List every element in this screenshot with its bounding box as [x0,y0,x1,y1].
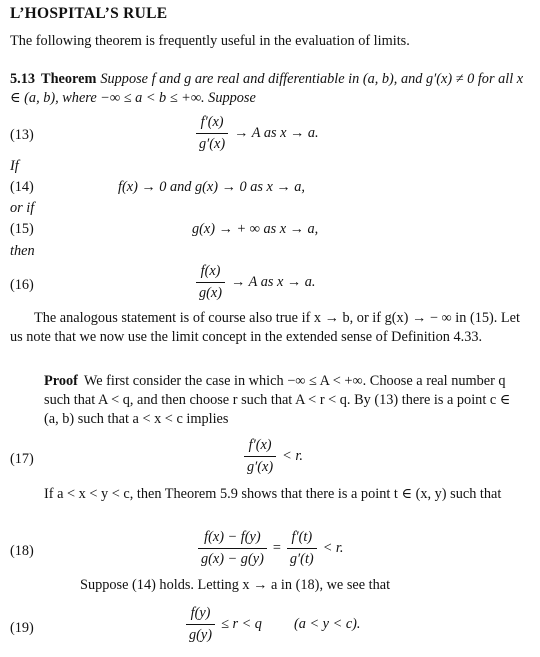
equation-17 [244,436,303,477]
equation-number-16: (16) [10,277,34,293]
condition-if: If [10,158,19,174]
fraction-13 [196,113,228,154]
equation-16 [196,262,316,303]
equation-number-13: (13) [10,127,34,143]
equation-19 [186,604,361,645]
numerator: f′(x) [248,437,272,453]
equation-number-17: (17) [10,451,34,467]
paragraph-after-18: Suppose (14) holds. Letting x → a in (18), we see that [80,577,391,593]
denominator: g(x) − g(y) [198,548,267,569]
equation-19-tail: ≤ r < q [221,615,262,632]
proof-paragraph [44,372,514,429]
paragraph-after-17: If a < x < y < c, then Theorem 5.9 shows that there is a point t ∈ (x, y) such that [44,486,502,502]
equation-number-19: (19) [10,620,34,636]
numerator: f(y) [190,605,211,621]
equation-18 [198,528,343,569]
condition-then: then [10,243,35,259]
intro-paragraph: The following theorem is frequently useful in the evaluation of limits. [10,33,410,49]
denominator: g′(x) [244,456,276,477]
denominator: g(y) [186,624,215,645]
fraction-19 [186,604,215,645]
numerator: f(x) − f(y) [204,529,261,545]
equation-13 [196,113,319,154]
equation-18-tail: < r. [322,539,344,556]
remark-paragraph: The analogous statement is of course also true if x → b, or if g(x) → − ∞ in (15). Let us note that we now use the limit concept in the extended sense of Definition 4.33. [10,310,520,345]
fraction-18-left [198,528,267,569]
equation-13-tail: → A as x → a. [234,124,319,141]
equation-number-14: (14) [10,179,34,195]
proof-text: We first consider the case in which −∞ ≤ A < +∞. Choose a real number q such that A < q, and then choose r such that A < r < q. By (13) there is a point c ∈ (a, b) such that a < x < c implies [44,373,511,427]
equation-number-15: (15) [10,221,34,237]
theorem-text: Suppose f and g are real and differentiable in (a, b), and g′(x) ≠ 0 for all x ∈ (a, b), where −∞ ≤ a < b ≤ +∞. Suppose [10,71,524,106]
equation-14: f(x) → 0 and g(x) → 0 as x → a, [118,179,306,195]
fraction-18-right [287,528,317,569]
theorem-statement [10,70,526,108]
proof-label: Proof [44,373,78,389]
condition-or-if: or if [10,200,35,216]
equation-19-condition: (a < y < c). [293,615,361,632]
numerator: f′(x) [200,114,224,130]
denominator: g(x) [196,282,225,303]
denominator: g′(x) [196,133,228,154]
fraction-17 [244,436,276,477]
section-title: L’HOSPITAL’S RULE [10,5,168,22]
numerator: f′(t) [291,529,313,545]
equals-sign: = [272,539,281,556]
equation-number-18: (18) [10,543,34,559]
equation-16-tail: → A as x → a. [231,273,316,290]
denominator: g′(t) [287,548,317,569]
theorem-heading: Theorem [41,71,97,87]
equation-17-tail: < r. [282,447,303,464]
theorem-number: 5.13 [10,71,36,87]
fraction-16 [196,262,225,303]
numerator: f(x) [200,263,221,279]
equation-15: g(x) → + ∞ as x → a, [192,221,319,237]
